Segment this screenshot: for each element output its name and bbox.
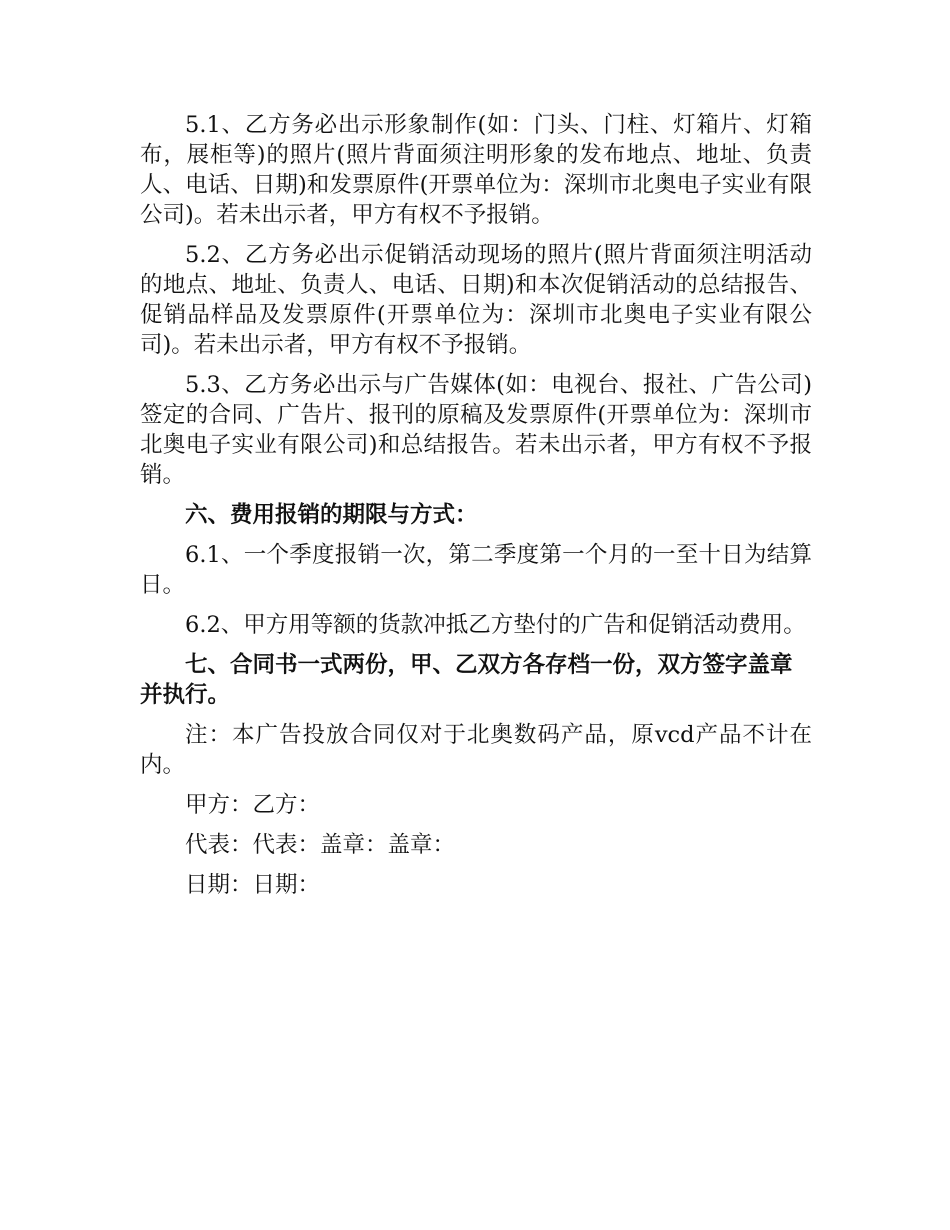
clause-5-1: 5.1、乙方务必出示形象制作(如：门头、门柱、灯箱片、灯箱布，展柜等)的照片(照片背面须注明形象的发布地点、地址、负责人、电话、日期)和发票原件(开票单位为：深圳市北奥电子实业有限公司)。若未出示者，甲方有权不予报销。	[140, 112, 812, 228]
clause-6-2: 6.2、甲方用等额的货款冲抵乙方垫付的广告和促销活动费用。	[185, 612, 806, 638]
signature-representatives-line: 代表：代表：盖章：盖章：	[185, 832, 456, 858]
signature-dates-line: 日期：日期：	[185, 872, 321, 898]
clause-6-1: 6.1、一个季度报销一次，第二季度第一个月的一至十日为结算日。	[140, 542, 812, 598]
signature-parties-line: 甲方：乙方：	[185, 792, 321, 818]
clause-5-2: 5.2、乙方务必出示促销活动现场的照片(照片背面须注明活动的地点、地址、负责人、电话、日期)和本次促销活动的总结报告、促销品样品及发票原件(开票单位为：深圳市北奥电子实业有限公司)。若未出示者，甲方有权不予报销。	[140, 242, 812, 358]
section-7-heading: 七、合同书一式两份，甲、乙双方各存档一份，双方签字盖章并执行。	[140, 652, 793, 708]
document-page	[140, 110, 812, 910]
note-paragraph: 注：本广告投放合同仅对于北奥数码产品，原vcd产品不计在内。	[140, 722, 812, 778]
clause-5-3: 5.3、乙方务必出示与广告媒体(如：电视台、报社、广告公司)签定的合同、广告片、报刊的原稿及发票原件(开票单位为：深圳市北奥电子实业有限公司)和总结报告。若未出示者，甲方有权不予报销。	[140, 372, 812, 488]
section-6-heading: 六、费用报销的期限与方式：	[185, 502, 478, 528]
